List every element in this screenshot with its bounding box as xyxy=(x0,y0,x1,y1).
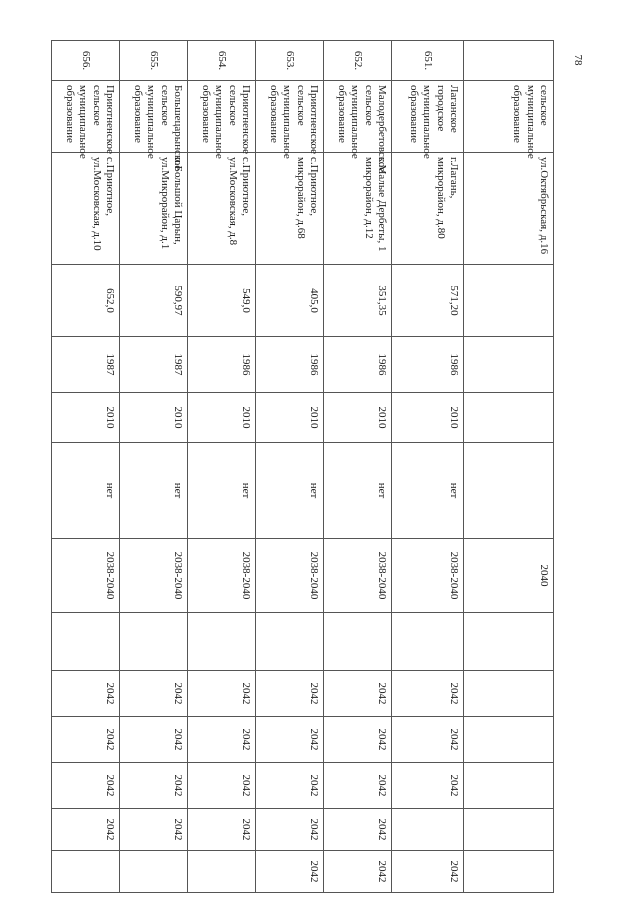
need-cell xyxy=(464,443,554,539)
year-col3-cell: 2042 xyxy=(188,763,256,809)
municipality-cell: Приютненское сельское муниципальное образование xyxy=(256,81,324,153)
year-col5-cell: 2042 xyxy=(392,851,464,893)
row-number-cell: 653. xyxy=(256,41,324,81)
table-row xyxy=(392,41,464,893)
year-built-cell: 1987 xyxy=(52,337,120,393)
row-number-cell: 652. xyxy=(324,41,392,81)
year-repair-cell: 2010 xyxy=(52,393,120,443)
year-col2-cell: 2042 xyxy=(256,717,324,763)
year-col5-cell xyxy=(52,851,120,893)
year-built-cell: 1986 xyxy=(188,337,256,393)
need-cell: нет xyxy=(52,443,120,539)
year-col4-cell: 2042 xyxy=(52,809,120,851)
year-col4-cell: 2042 xyxy=(188,809,256,851)
year-col2-cell: 2042 xyxy=(392,717,464,763)
year-col4-cell: 2042 xyxy=(120,809,188,851)
plan-period-cell: 2038-2040 xyxy=(256,539,324,613)
table-row xyxy=(464,41,554,893)
table-row xyxy=(188,41,256,893)
area-cell: 590,97 xyxy=(120,265,188,337)
year-repair-cell xyxy=(464,393,554,443)
year-col4-cell: 2042 xyxy=(256,809,324,851)
year-built-cell: 1986 xyxy=(324,337,392,393)
empty-cell xyxy=(256,613,324,671)
municipality-cell: Большецарынское сельское муниципальное образование xyxy=(120,81,188,153)
municipality-cell: сельское муниципальное образование xyxy=(464,81,554,153)
plan-period-cell: 2040 xyxy=(464,539,554,613)
table-row xyxy=(324,41,392,893)
year-col5-cell: 2042 xyxy=(324,851,392,893)
year-col4-cell xyxy=(392,809,464,851)
empty-cell xyxy=(464,613,554,671)
table-row xyxy=(256,41,324,893)
page-number: 78 xyxy=(572,54,584,66)
year-col2-cell: 2042 xyxy=(188,717,256,763)
row-number-cell: 654. xyxy=(188,41,256,81)
plan-period-cell: 2038-2040 xyxy=(188,539,256,613)
year-built-cell: 1987 xyxy=(120,337,188,393)
year-col5-cell xyxy=(120,851,188,893)
need-cell: нет xyxy=(120,443,188,539)
year-col3-cell: 2042 xyxy=(120,763,188,809)
plan-period-cell: 2038-2040 xyxy=(120,539,188,613)
address-cell: с.Приютное, ул.Московская, д.8 xyxy=(188,153,256,265)
row-number-cell: 656. xyxy=(52,41,120,81)
need-cell: нет xyxy=(324,443,392,539)
year-col1-cell: 2042 xyxy=(120,671,188,717)
year-col5-cell: 2042 xyxy=(256,851,324,893)
area-cell: 549,0 xyxy=(188,265,256,337)
year-repair-cell: 2010 xyxy=(392,393,464,443)
table-row xyxy=(120,41,188,893)
year-col3-cell: 2042 xyxy=(324,763,392,809)
need-cell: нет xyxy=(188,443,256,539)
empty-cell xyxy=(120,613,188,671)
year-col1-cell: 2042 xyxy=(52,671,120,717)
need-cell: нет xyxy=(256,443,324,539)
year-col3-cell: 2042 xyxy=(52,763,120,809)
plan-period-cell: 2038-2040 xyxy=(324,539,392,613)
table-body xyxy=(52,41,554,893)
document-table-container xyxy=(63,40,554,892)
year-col1-cell: 2042 xyxy=(324,671,392,717)
area-cell: 351,35 xyxy=(324,265,392,337)
row-number-cell xyxy=(464,41,554,81)
year-repair-cell: 2010 xyxy=(188,393,256,443)
table-row xyxy=(52,41,120,893)
year-col5-cell xyxy=(188,851,256,893)
empty-cell xyxy=(392,613,464,671)
year-built-cell: 1986 xyxy=(256,337,324,393)
empty-cell xyxy=(52,613,120,671)
rotated-table-layer xyxy=(63,40,554,892)
address-cell: с.Приютное, микрорайон, д.68 xyxy=(256,153,324,265)
empty-cell xyxy=(188,613,256,671)
need-cell: нет xyxy=(392,443,464,539)
year-col3-cell: 2042 xyxy=(392,763,464,809)
year-col1-cell: 2042 xyxy=(256,671,324,717)
address-cell: с.Малые Дербеты, 1 микрорайон, д.12 xyxy=(324,153,392,265)
area-cell: 571,20 xyxy=(392,265,464,337)
year-repair-cell: 2010 xyxy=(324,393,392,443)
address-cell: с.Приютное, ул.Московская, д.10 xyxy=(52,153,120,265)
row-number-cell: 655. xyxy=(120,41,188,81)
plan-period-cell: 2038-2040 xyxy=(52,539,120,613)
year-repair-cell: 2010 xyxy=(256,393,324,443)
address-cell: г.Лагань, микрорайон, д.80 xyxy=(392,153,464,265)
plan-period-cell: 2038-2040 xyxy=(392,539,464,613)
year-col2-cell: 2042 xyxy=(52,717,120,763)
year-col2-cell: 2042 xyxy=(120,717,188,763)
row-number-cell: 651. xyxy=(392,41,464,81)
address-cell: ул.Октябрьская, д.16 xyxy=(464,153,554,265)
year-repair-cell: 2010 xyxy=(120,393,188,443)
municipality-cell: Приютненское сельское муниципальное образование xyxy=(188,81,256,153)
year-col2-cell xyxy=(464,717,554,763)
year-col1-cell: 2042 xyxy=(392,671,464,717)
year-col4-cell xyxy=(464,809,554,851)
municipality-cell: Лаганское городское муниципальное образование xyxy=(392,81,464,153)
year-col3-cell xyxy=(464,763,554,809)
municipality-cell: Приютненское сельское муниципальное образование xyxy=(52,81,120,153)
municipality-cell: Малодербетовское сельское муниципальное образование xyxy=(324,81,392,153)
year-built-cell xyxy=(464,337,554,393)
year-col1-cell xyxy=(464,671,554,717)
housing-repair-table xyxy=(51,40,554,893)
year-built-cell: 1986 xyxy=(392,337,464,393)
area-cell: 652,0 xyxy=(52,265,120,337)
empty-cell xyxy=(324,613,392,671)
year-col3-cell: 2042 xyxy=(256,763,324,809)
area-cell xyxy=(464,265,554,337)
year-col2-cell: 2042 xyxy=(324,717,392,763)
area-cell: 405,0 xyxy=(256,265,324,337)
address-cell: п.Большой Царын, ул.Микрорайон, д.1 xyxy=(120,153,188,265)
year-col4-cell: 2042 xyxy=(324,809,392,851)
year-col5-cell xyxy=(464,851,554,893)
year-col1-cell: 2042 xyxy=(188,671,256,717)
